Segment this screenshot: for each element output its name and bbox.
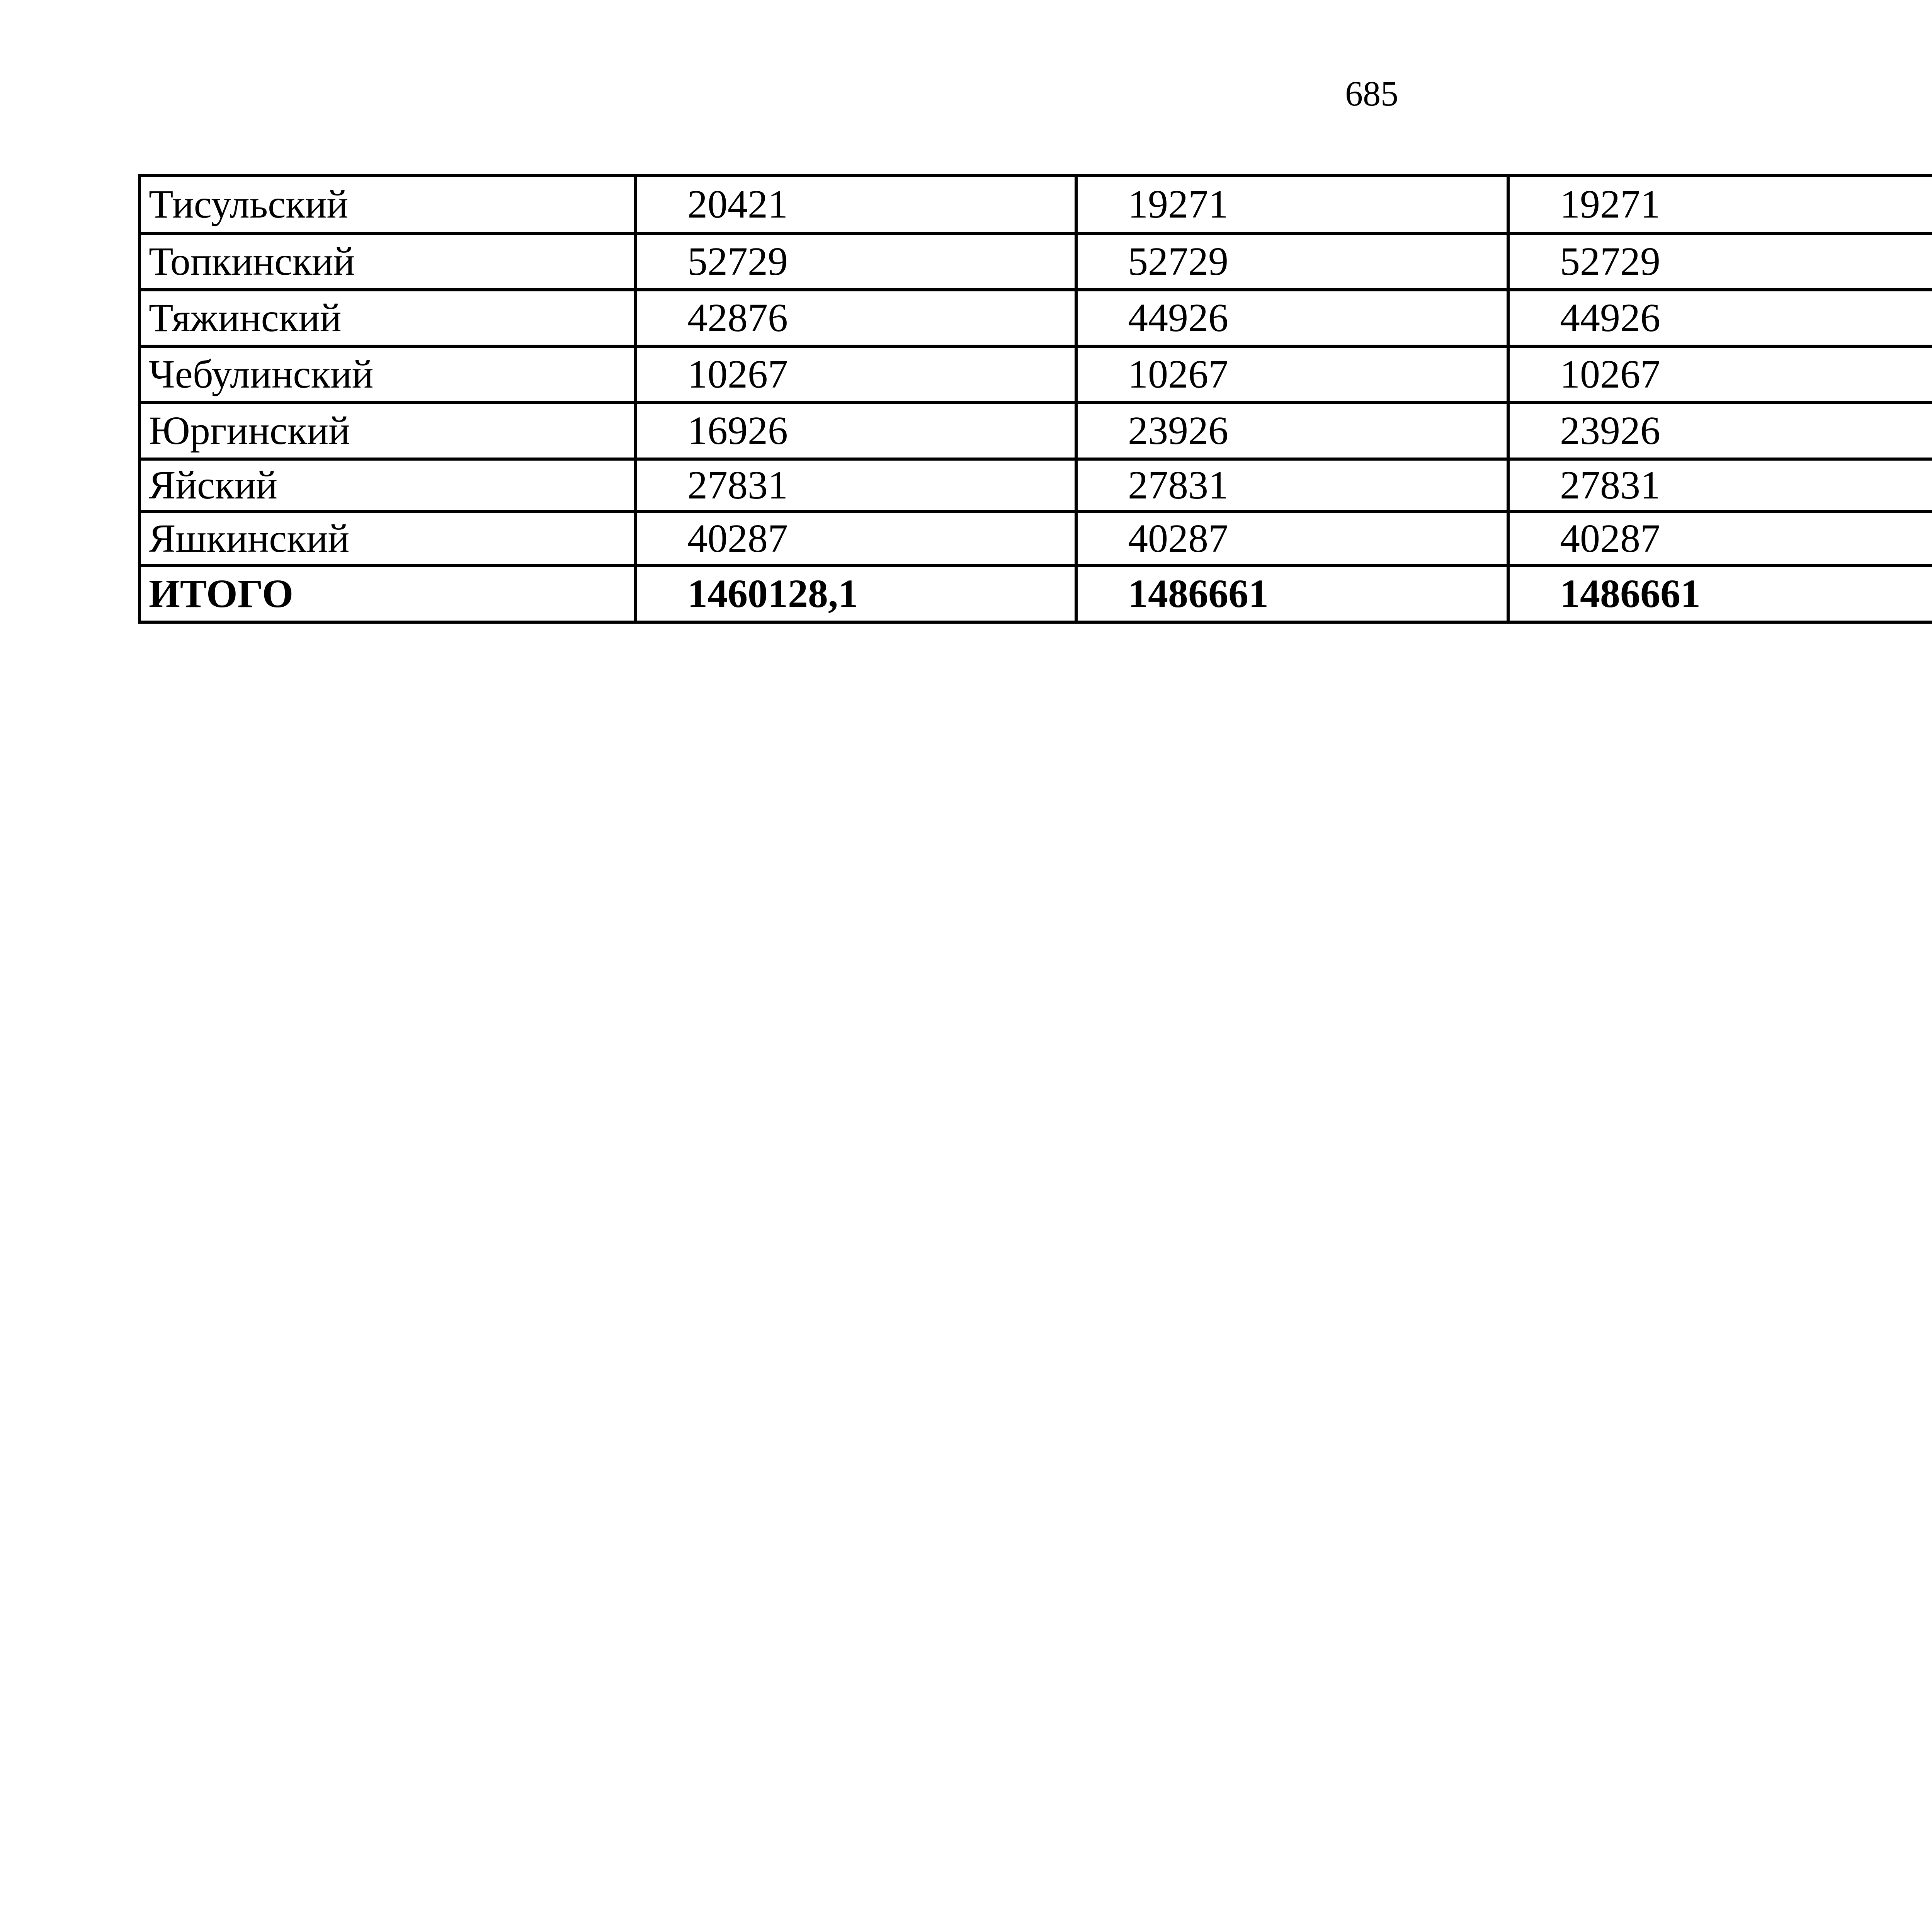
district-name-cell: Чебулинский: [139, 346, 636, 403]
total-value-cell: 1486661: [1076, 566, 1508, 622]
total-label-cell: ИТОГО: [139, 566, 636, 622]
value-cell: 10267: [1508, 346, 1932, 403]
value-cell: 27831: [1508, 459, 1932, 512]
value-cell: 40287: [1508, 512, 1932, 566]
district-name-cell: Яйский: [139, 459, 636, 512]
table-row: [139, 403, 1932, 459]
value-cell: 19271: [1076, 175, 1508, 233]
total-value-cell: 1460128,1: [636, 566, 1076, 622]
value-cell: 23926: [1076, 403, 1508, 459]
value-cell: 52729: [636, 233, 1076, 290]
district-name-cell: Топкинский: [139, 233, 636, 290]
table-row: [139, 346, 1932, 403]
total-row: [139, 566, 1932, 622]
district-name-cell: Яшкинский: [139, 512, 636, 566]
district-name-cell: Юргинский: [139, 403, 636, 459]
value-cell: 16926: [636, 403, 1076, 459]
value-cell: 27831: [1076, 459, 1508, 512]
value-cell: 27831: [636, 459, 1076, 512]
table-row: [139, 512, 1932, 566]
table-row: [139, 233, 1932, 290]
value-cell: 52729: [1076, 233, 1508, 290]
data-table: [138, 174, 1932, 624]
value-cell: 10267: [1076, 346, 1508, 403]
district-name-cell: Тисульский: [139, 175, 636, 233]
table-row: [139, 175, 1932, 233]
value-cell: 44926: [1508, 290, 1932, 346]
page-number: 685: [1345, 74, 1398, 113]
value-cell: 42876: [636, 290, 1076, 346]
table-row: [139, 290, 1932, 346]
total-value-cell: 1486661: [1508, 566, 1932, 622]
value-cell: 52729: [1508, 233, 1932, 290]
table-row: [139, 459, 1932, 512]
value-cell: 44926: [1076, 290, 1508, 346]
value-cell: 23926: [1508, 403, 1932, 459]
value-cell: 10267: [636, 346, 1076, 403]
value-cell: 19271: [1508, 175, 1932, 233]
district-name-cell: Тяжинский: [139, 290, 636, 346]
value-cell: 20421: [636, 175, 1076, 233]
value-cell: 40287: [1076, 512, 1508, 566]
value-cell: 40287: [636, 512, 1076, 566]
